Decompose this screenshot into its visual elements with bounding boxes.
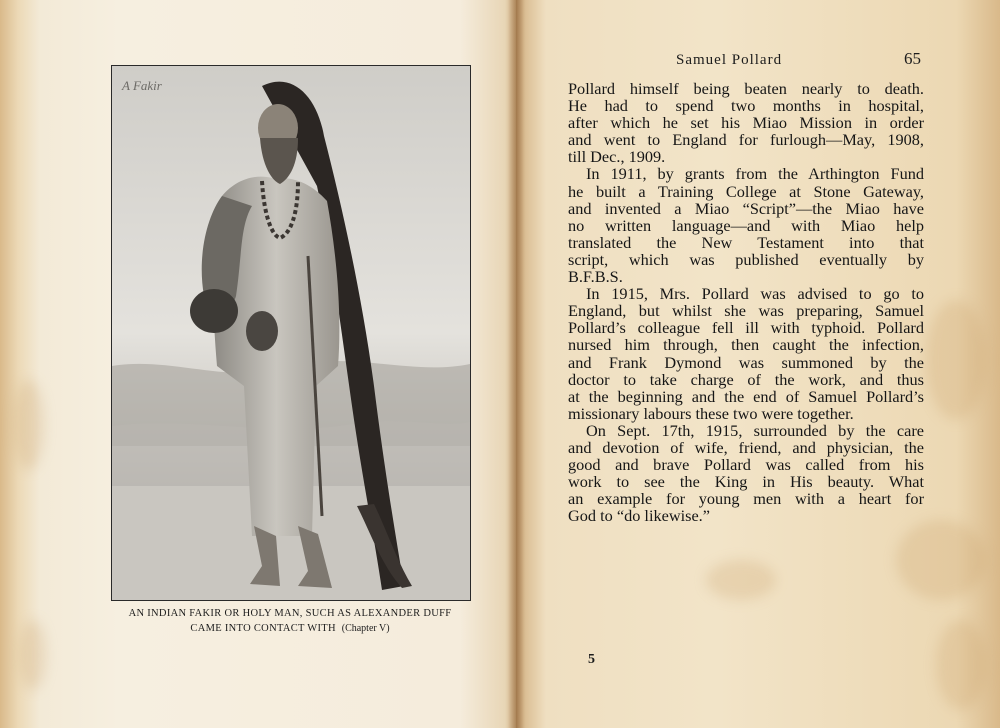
text-line: no written language—and with Miao help xyxy=(568,215,924,235)
text-line: doctor to take charge of the work, and thus xyxy=(568,369,924,389)
text-line: script, which was published eventually by xyxy=(568,249,924,269)
text-line: England, but whilst she was preparing, Samuel xyxy=(568,301,924,321)
text-line: and invented a Miao “Script”—the Miao have xyxy=(568,198,924,218)
text-line: God to “do likewise.” xyxy=(568,506,710,526)
plate-inscription: A Fakir xyxy=(122,78,162,93)
text-line: B.F.B.S. xyxy=(568,267,623,287)
text-line: and Frank Dymond was summoned by the xyxy=(568,352,924,372)
text-line: after which he set his Miao Mission in order xyxy=(568,113,924,133)
text-line: good and brave Pollard was called from his xyxy=(568,455,924,475)
caption-line-1: AN INDIAN FAKIR OR HOLY MAN, SUCH AS ALEXANDER DUFF xyxy=(128,608,452,619)
page-number: 65 xyxy=(904,49,921,68)
caption-line-2-text: CAME INTO CONTACT WITH xyxy=(190,623,336,634)
text-line: till Dec., 1909. xyxy=(568,147,666,167)
text-line: an example for young men with a heart for xyxy=(568,489,924,509)
text-line: In 1911, by grants from the Arthington Fund xyxy=(586,164,924,184)
text-line: and went to England for furlough—May, 1908, xyxy=(568,130,924,150)
text-line: On Sept. 17th, 1915, surrounded by the care xyxy=(586,420,924,440)
running-head: Samuel Pollard xyxy=(676,52,783,68)
book-spine-shadow xyxy=(508,0,524,728)
text-line: he built a Training College at Stone Gateway, xyxy=(568,181,924,201)
text-line: work to see the King in His beauty. What xyxy=(568,472,924,492)
caption-line-2 xyxy=(80,621,500,636)
text-line: and devotion of wife, friend, and physician, the xyxy=(568,437,924,457)
text-line: missionary labours these two were together. xyxy=(568,403,854,423)
text-line: In 1915, Mrs. Pollard was advised to go to xyxy=(586,284,924,304)
body-text xyxy=(568,80,924,524)
text-line: He had to spend two months in hospital, xyxy=(568,96,924,116)
text-line: at the beginning and the end of Samuel Pollard’s xyxy=(568,386,924,406)
signature-mark: 5 xyxy=(588,652,595,667)
text-line: Pollard himself being beaten nearly to death. xyxy=(568,79,924,98)
text-line: nursed him through, then caught the infection, xyxy=(568,335,924,355)
caption-chapter-reference: (Chapter V) xyxy=(341,623,390,634)
text-line: translated the New Testament into that xyxy=(568,232,924,252)
text-line: Pollard’s colleague fell ill with typhoid. Pollard xyxy=(568,318,924,338)
photo-caption xyxy=(80,606,500,636)
fakir-photograph xyxy=(111,65,471,601)
